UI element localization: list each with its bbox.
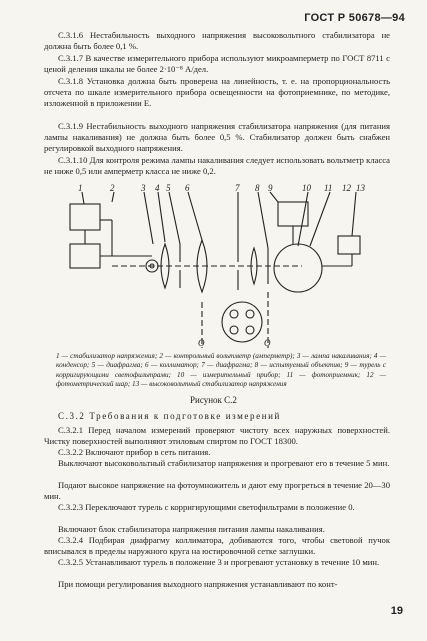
optical-scheme-diagram <box>52 182 378 348</box>
diagram-label-2: 2 <box>110 183 115 193</box>
diagram-label-9: 9 <box>268 183 273 193</box>
document-header: ГОСТ Р 50678—94 <box>304 12 405 24</box>
diagram-label-7: 7 <box>235 183 240 193</box>
paragraph-c3110: С.3.1.10 Для контроля режима лампы накаливания следует использовать вольтметр класса не ниже 0,5 или амперметр класса не ниже 0,2. <box>44 155 390 176</box>
diagram-label-4: 4 <box>155 183 160 193</box>
paragraph-enable-lamp-supply: Включают блок стабилизатора напряжения питания лампы накаливания. <box>58 524 325 534</box>
paragraph-c322: С.3.2.2 Включают прибор в сеть питания. <box>58 447 211 457</box>
diagram-label-6: 6 <box>185 183 190 193</box>
paragraph-c321: С.3.2.1 Перед началом измерений проверяют чистоту всех наружных поверхностей. Чистку поверхностей выполняют этиловым спиртом по ГОСТ 18300. <box>44 425 390 446</box>
paragraph-warmup-stabilizer: Выключают высоковольтный стабилизатор напряжения и прогревают его в течение 5 мин. <box>58 458 390 468</box>
paragraph-c318: С.3.1.8 Установка должна быть проверена на линейность, т. е. на пропорциональность отсчета по шкале измерительного прибора освещенности на фотоприемнике, по методике, изложенной в приложении Е. <box>44 76 390 108</box>
diagram-axis-label-left: О <box>198 338 205 348</box>
section-title: С.3.2 Требования к подготовке измерений <box>58 411 281 421</box>
figure-legend: 1 — стабилизатор напряжения; 2 — контрольный вольтметр (амперметр); 3 — лампа накаливания; 4 — конденсор; 5 — диафрагма; 6 — коллиматор; 7 — диафрагма; 8 — испытуемый объектив; 9 — турель с корригирующими светофильтрами; 10 — измерительный прибор; 11 — фотоприемник; 12 — фотометрический шар; 13 — высоковольтный стабилизатор напряжения <box>56 352 386 389</box>
figure-caption: Рисунок С.2 <box>190 395 237 405</box>
diagram-label-1: 1 <box>78 183 83 193</box>
paragraph-c325: С.3.2.5 Устанавливают турель в положение 3 и прогревают установку в течение 10 мин. <box>58 557 380 567</box>
diagram-label-12: 12 <box>342 183 351 193</box>
paragraph-c323: С.3.2.3 Переключают турель с корригирующими светофильтрами в положение 0. <box>58 502 355 512</box>
paragraph-c316: С.3.1.6 Нестабильность выходного напряжения высоковольтного стабилизатора не должна быть более 0,1 %. <box>44 30 390 51</box>
paragraph-c317: С.3.1.7 В качестве измерительного прибора используют микроамперметр по ГОСТ 8711 с ценой деления шкалы не более 2·10⁻⁸ А/дел. <box>44 53 390 74</box>
diagram-label-3: 3 <box>141 183 146 193</box>
diagram-label-5: 5 <box>166 183 171 193</box>
paragraph-c319: С.3.1.9 Нестабильность выходного напряжения стабилизатора напряжения (для питания лампы накаливания) не должна быть более 0,5 %. Стабилизатор должен быть снабжен регулировкой выходного напряжения. <box>44 121 390 153</box>
diagram-label-13: 13 <box>356 183 365 193</box>
paragraph-continuation: При помощи регулирования выходного напряжения устанавливают по конт- <box>58 579 338 589</box>
diagram-label-10: 10 <box>302 183 311 193</box>
paragraph-warmup-pmt: Подают высокое напряжение на фотоумножитель и дают ему прогреться в течение 20—30 мин. <box>44 480 390 501</box>
diagram-label-8: 8 <box>255 183 260 193</box>
diagram-label-11: 11 <box>324 183 333 193</box>
paragraph-c324: С.3.2.4 Подбирая диафрагму коллиматора, добиваются того, чтобы световой пучок вписывался в пределы наружного круга на юстировочной сетке заглушки. <box>44 535 390 556</box>
diagram-axis-label-right: О <box>264 338 271 348</box>
page-number: 19 <box>390 605 403 617</box>
